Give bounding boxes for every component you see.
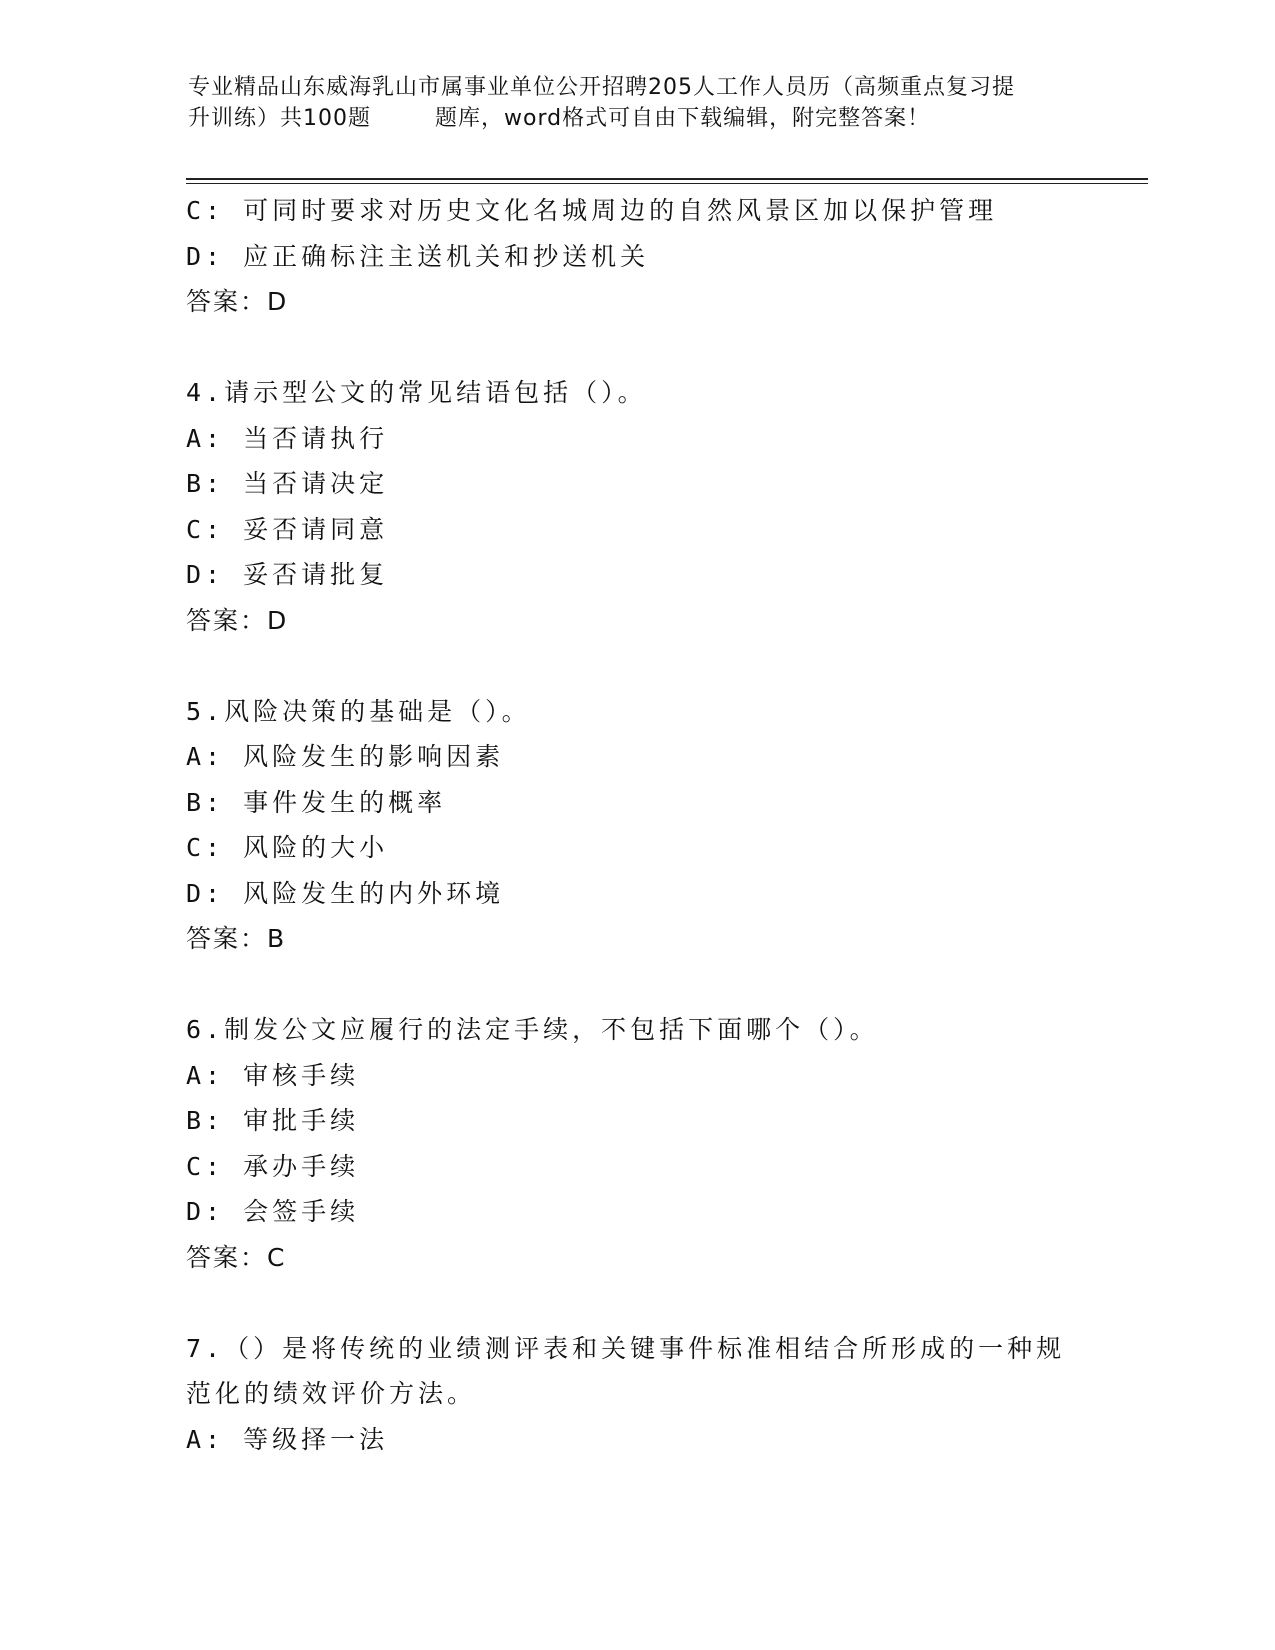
header-rule-thin [186,183,1148,184]
option-a: A: 等级择一法 [186,1424,389,1454]
answer-line: 答案：C [186,1242,287,1272]
answer-line: 答案：D [186,287,289,316]
option-d: D: 妥否请批复 [186,560,389,589]
option-b: B: 事件发生的概率 [186,787,447,817]
question-stem: 4.请示型公文的常见结语包括（）。 [186,378,647,407]
option-d: D: 应正确标注主送机关和抄送机关 [186,241,650,271]
question-stem: 6.制发公文应履行的法定手续，不包括下面哪个（）。 [186,1015,879,1044]
question-stem-line1: 7.（）是将传统的业绩测评表和关键事件标准相结合所形成的一种规 [186,1333,1066,1363]
question-stem: 5.风险决策的基础是（）。 [186,696,531,726]
header-title-line1: 专业精品山东威海乳山市属事业单位公开招聘205人工作人员历（高频重点复习提 [188,75,1015,100]
question-block-6 [186,1007,1086,1280]
question-list [186,188,1086,1462]
question-block-4 [186,370,1086,643]
option-d: D: 风险发生的内外环境 [186,878,505,908]
question-block-5 [186,689,1086,962]
document-header [188,72,1088,134]
header-title-line2-left: 升训练）共100题 [188,106,371,131]
option-a: A: 风险发生的影响因素 [186,742,505,771]
option-d: D: 会签手续 [186,1197,360,1226]
option-c: C: 承办手续 [186,1151,360,1181]
question-block-7 [186,1326,1086,1463]
option-b: B: 当否请决定 [186,469,389,498]
option-c: C: 可同时要求对历史文化名城周边的自然风景区加以保护管理 [186,196,998,225]
header-rule-thick [186,178,1148,180]
answer-line: 答案：B [186,924,287,953]
option-a: A: 审核手续 [186,1060,360,1090]
option-b: B: 审批手续 [186,1106,360,1135]
option-c: C: 妥否请同意 [186,514,389,544]
option-a: A: 当否请执行 [186,423,389,453]
header-title-line2-right: 题库，word格式可自由下载编辑，附完整答案！ [435,106,931,131]
header-title-line2 [188,103,1088,134]
question-block-3 [186,188,1086,325]
question-stem-line2: 范化的绩效评价方法。 [186,1379,477,1408]
option-c: C: 风险的大小 [186,833,389,862]
answer-line: 答案：D [186,605,289,635]
